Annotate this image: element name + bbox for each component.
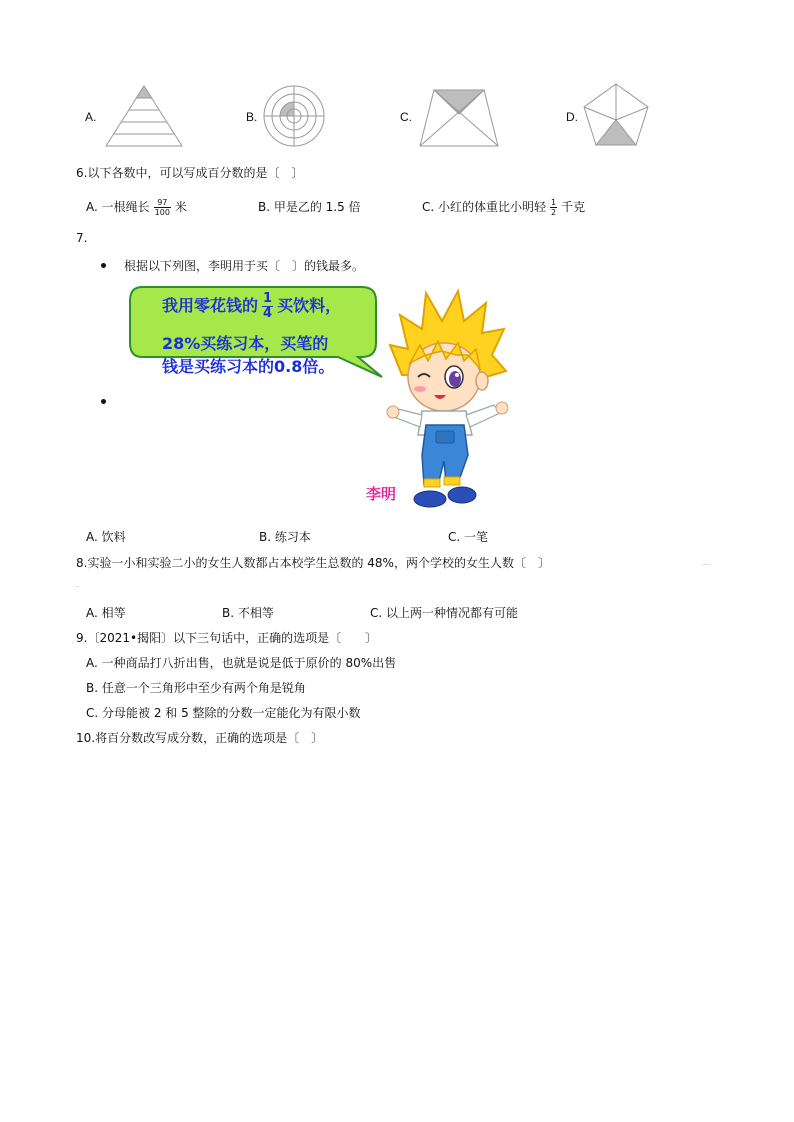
bullet-point (101, 399, 106, 404)
bubble-line-1-pre: 我用零花钱的 (162, 296, 259, 315)
pentagon-sectors-icon (582, 82, 650, 148)
trapezoid-triangles-icon (418, 88, 500, 148)
q5-option-b-label: B. (246, 110, 258, 124)
fraction-numerator: 97 (154, 198, 171, 208)
q6-stem: 6.以下各数中，可以写成百分数的是〔 〕 (76, 166, 304, 180)
q7-option-a: A. 饮料 (86, 530, 126, 544)
bubble-fraction (262, 292, 273, 321)
fraction-numerator: 1 (263, 291, 273, 306)
q5-option-d-label: D. (566, 110, 578, 124)
small-mark: ·· (76, 584, 80, 590)
fraction-denominator: 2 (551, 208, 557, 217)
q5-option-c-label: C. (400, 110, 412, 124)
fraction-denominator: 100 (154, 208, 170, 217)
q8-option-a: A. 相等 (86, 606, 126, 620)
concentric-circles-icon (262, 84, 326, 148)
bubble-line-3: 钱是买练习本的0.8倍。 (162, 357, 335, 376)
triangle-layers-icon (104, 84, 184, 148)
character-name-label: 李明 (366, 485, 397, 503)
q7-option-c: C. 一笔 (448, 530, 489, 544)
q6-option-b: B. 甲是乙的 1.5 倍 (258, 200, 361, 214)
bubble-line-1 (162, 292, 341, 321)
q9-option-b: B. 任意一个三角形中至少有两个角是锐角 (86, 681, 306, 695)
q6-option-a-text: A. 一根绳长 (86, 200, 150, 214)
fraction-denominator: 4 (263, 306, 273, 321)
q8-option-b: B. 不相等 (222, 606, 274, 620)
q6-option-c-fraction (550, 198, 557, 217)
q6-option-c-text: C. 小红的体重比小明轻 (422, 200, 547, 214)
q6-option-c-unit: 千克 (561, 200, 586, 214)
q8-stem: 8.实验一小和实验二小的女生人数都占本校学生总数的 48%，两个学校的女生人数〔 〕 (76, 556, 550, 570)
q10-stem: 10.将百分数改写成分数，正确的选项是〔 〕 (76, 731, 324, 745)
small-mark: ····· (702, 562, 710, 568)
bubble-line-1-post: 买饮料， (277, 296, 342, 315)
q9-stem: 9.〔2021•揭阳〕以下三句话中，正确的选项是〔 〕 (76, 631, 378, 645)
q5-option-a-label: A. (85, 110, 97, 124)
q9-option-c: C. 分母能被 2 和 5 整除的分数一定能化为有限小数 (86, 706, 361, 720)
q8-option-c: C. 以上两一种情况都有可能 (370, 606, 519, 620)
q7-prompt: 根据以下列图，李明用于买〔 〕的钱最多。 (124, 259, 365, 273)
q6-option-a (86, 198, 187, 217)
q7-number: 7. (76, 231, 88, 245)
bullet-point (101, 263, 106, 268)
q7-option-b: B. 练习本 (259, 530, 311, 544)
q6-option-a-unit: 米 (174, 200, 187, 214)
bubble-line-2: 28%买练习本，买笔的 (162, 334, 329, 353)
fraction-numerator: 1 (551, 198, 557, 207)
cartoon-boy-illustration (382, 285, 512, 515)
q6-option-a-fraction (154, 198, 171, 217)
q9-option-a: A. 一种商品打八折出售，也就是说是低于原价的 80%出售 (86, 656, 397, 670)
q6-option-c (422, 198, 585, 217)
